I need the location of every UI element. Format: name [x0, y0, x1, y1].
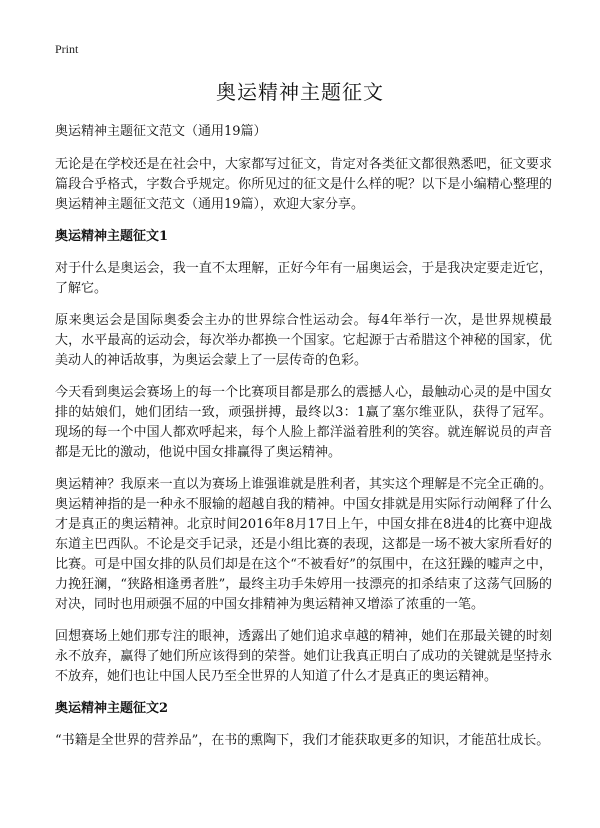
section-heading-1: 奥运精神主题征文1: [55, 229, 169, 244]
section1-paragraph-2: 原来奥运会是国际奥委会主办的世界综合性运动会。每4年举行一次，是世界规模最大，水平最高的运动会，每次举办都换一个国家。它起源于古希腊这个神秘的国家，优美动人的神话故事，为奥运会蒙上了一层传奇的色彩。: [55, 313, 552, 368]
section-heading-2: 奥运精神主题征文2: [55, 701, 169, 716]
section1-paragraph-4: 奥运精神？我原来一直以为赛场上谁强谁就是胜利者，其实这个理解是不完全正确的。奥运精神指的是一种永不服输的超越自我的精神。中国女排就是用实际行动阐释了什么才是真正的奥运精神。北京时间2016年8月17日上午，中国女排在8进4的比赛中迎战东道主巴西队。不论是交手记录，还是小组比赛的表现，这都是一场不被大家所看好的比赛。可是中国女排的队员们却是在这个“不被看好”的氛围中，在这狂躁的嘘声之中，力挽狂澜，“狭路相逢勇者胜”，最终主功手朱婷用一技漂亮的扣杀结束了这荡气回肠的对决，同时也用顽强不屈的中国女排精神为奥运精神又增添了浓重的一笔。: [55, 477, 552, 612]
print-link[interactable]: Print: [55, 42, 79, 56]
section1-paragraph-1: 对于什么是奥运会，我一直不太理解，正好今年有一届奥运会，于是我决定要走近它，了解它。: [55, 261, 552, 296]
intro-paragraph: 无论是在学校还是在社会中，大家都写过征文，肯定对各类征文都很熟悉吧，征文要求篇段合乎格式，字数合乎规定。你所见过的征文是什么样的呢？以下是小编精心整理的奥运精神主题征文范文（通用19篇），欢迎大家分享。: [55, 157, 552, 212]
document-subtitle: 奥运精神主题征文范文（通用19篇）: [55, 124, 267, 139]
page-title: 奥运精神主题征文: [216, 80, 384, 104]
document-body: [55, 122, 552, 763]
section1-paragraph-3: 今天看到奥运会赛场上的每一个比赛项目都是那么的震撼人心，最触动心灵的是中国女排的姑娘们，她们团结一致，顽强拼搏，最终以3：1赢了塞尔维亚队，获得了冠军。现场的每一个中国人都欢呼起来，每个人脸上都洋溢着胜利的笑容。就连解说员的声音都是无比的激动，他说中国女排赢得了奥运精神。: [55, 385, 552, 460]
section2-paragraph-1: “书籍是全世界的营养品”，在书的熏陶下，我们才能获取更多的知识，才能茁壮成长。: [55, 733, 550, 748]
section1-paragraph-5: 回想赛场上她们那专注的眼神，透露出了她们追求卓越的精神，她们在那最关键的时刻永不放弃，赢得了她们所应该得到的荣誉。她们让我真正明白了成功的关键就是坚持永不放弃，她们也让中国人民乃至全世界的人知道了什么才是真正的奥运精神。: [55, 629, 552, 684]
